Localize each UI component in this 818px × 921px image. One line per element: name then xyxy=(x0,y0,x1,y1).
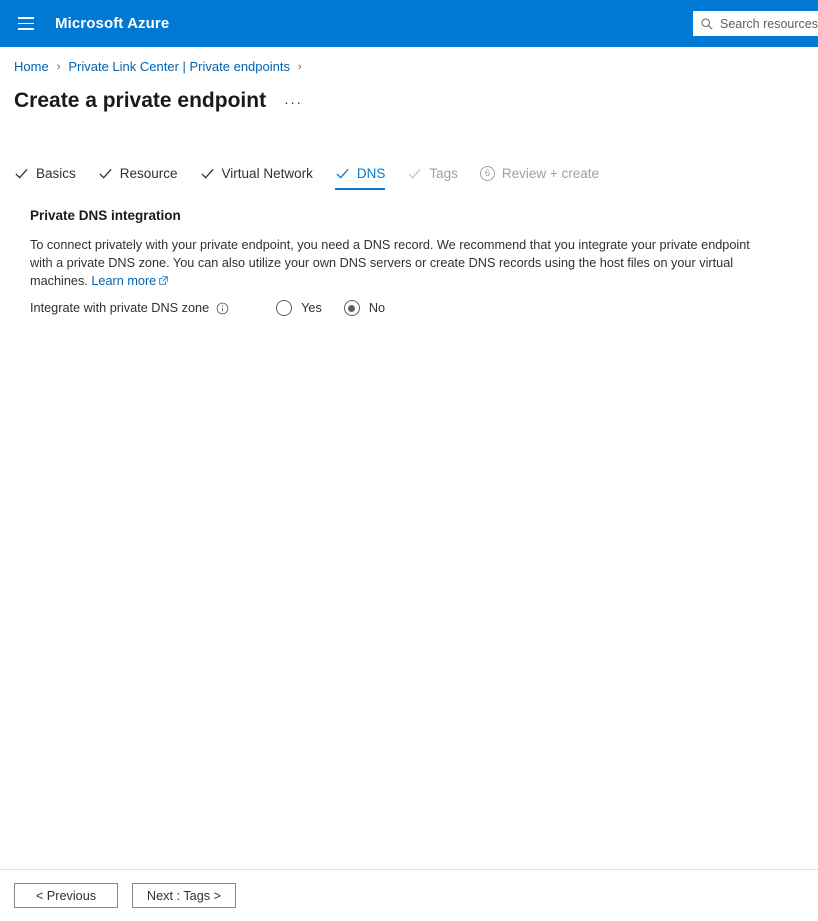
search-icon xyxy=(700,17,714,31)
breadcrumb-separator-icon: › xyxy=(56,60,61,73)
step-number-badge: 6 xyxy=(480,166,495,181)
wizard-footer xyxy=(0,869,818,921)
tab-resource-label: Resource xyxy=(119,165,178,181)
radio-no-indicator xyxy=(344,300,360,316)
check-icon xyxy=(98,166,113,181)
check-icon xyxy=(407,166,422,181)
breadcrumb-item-home[interactable]: Home xyxy=(14,59,49,74)
hamburger-line xyxy=(18,23,34,25)
radio-yes-label: Yes xyxy=(301,301,322,315)
tab-dns[interactable] xyxy=(335,158,386,190)
breadcrumb xyxy=(0,47,818,74)
hamburger-icon[interactable] xyxy=(8,6,44,42)
azure-brand-label[interactable]: Microsoft Azure xyxy=(55,15,170,32)
breadcrumb-separator-icon: › xyxy=(297,60,302,73)
main-content xyxy=(0,190,818,316)
top-navigation-bar xyxy=(0,0,818,47)
info-icon[interactable] xyxy=(216,302,229,315)
radio-no[interactable] xyxy=(344,300,385,316)
wizard-tab-list xyxy=(0,158,818,190)
global-search-placeholder: Search resources xyxy=(720,16,818,31)
integrate-private-dns-zone-radio-group xyxy=(276,300,407,316)
integrate-private-dns-zone-label: Integrate with private DNS zone xyxy=(30,301,210,315)
tab-tags-label: Tags xyxy=(429,165,458,181)
next-tags-button[interactable]: Next : Tags > xyxy=(132,883,236,908)
radio-yes[interactable] xyxy=(276,300,322,316)
tab-dns-label: DNS xyxy=(356,165,386,181)
tab-resource[interactable] xyxy=(98,158,178,190)
check-icon xyxy=(200,166,215,181)
section-title-private-dns-integration: Private DNS integration xyxy=(30,208,181,223)
more-options-button[interactable]: ··· xyxy=(284,94,303,110)
tab-virtual-network[interactable] xyxy=(200,158,313,190)
previous-button[interactable]: < Previous xyxy=(14,883,118,908)
global-search-box[interactable] xyxy=(693,11,818,36)
check-icon xyxy=(14,166,29,181)
hamburger-line xyxy=(18,17,34,19)
external-link-icon xyxy=(159,276,168,285)
integrate-private-dns-zone-field xyxy=(30,300,804,316)
hamburger-line xyxy=(18,28,34,30)
tab-basics[interactable] xyxy=(14,158,76,190)
learn-more-link[interactable]: Learn more xyxy=(91,274,157,288)
section-description-text: To connect privately with your private endpoint, you need a DNS record. We recommend that you integrate your private endpoint with a private DNS zone. You can also utilize your own DNS servers or create DNS records using the host files on your virtual machines. xyxy=(30,238,750,288)
page-title: Create a private endpoint xyxy=(14,89,267,112)
breadcrumb-item-private-link-center[interactable]: Private Link Center | Private endpoints xyxy=(68,59,290,74)
radio-yes-indicator xyxy=(276,300,292,316)
page-header xyxy=(0,74,818,114)
check-icon xyxy=(335,166,350,181)
radio-no-label: No xyxy=(368,301,386,315)
tab-virtual-network-label: Virtual Network xyxy=(221,165,313,181)
tab-basics-label: Basics xyxy=(36,165,76,181)
tab-review-create-label: Review + create xyxy=(501,165,600,181)
tab-tags[interactable] xyxy=(407,158,458,190)
section-description xyxy=(30,236,762,290)
tab-review-create[interactable] xyxy=(480,158,599,190)
